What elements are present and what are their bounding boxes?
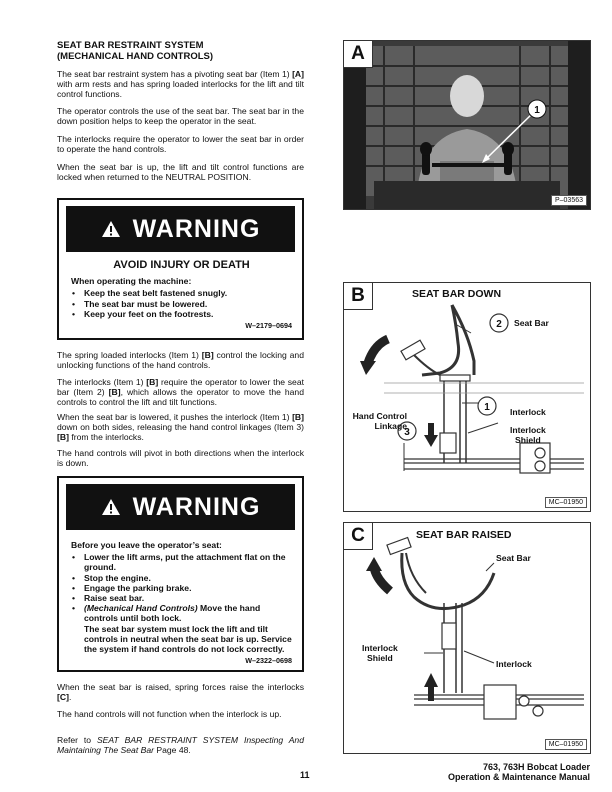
warning-lead: Before you leave the operator’s seat: [71,540,222,550]
manual-title [448,762,590,782]
text: (Mechanical Hand Controls) [84,603,198,614]
warning-triangle-icon [101,220,121,238]
text: Hand Control [352,411,407,421]
warning-triangle-icon [101,498,121,516]
hand-control-linkage-label [345,411,407,431]
paragraph-7 [57,412,304,443]
section-heading [57,40,307,62]
text: Refer to [57,735,97,745]
paragraph-6 [57,377,304,408]
figure-code: MC–01950 [545,497,587,508]
warning-code: W–2179–0694 [245,321,292,331]
figure-c [343,522,591,754]
seat-bar-raised-diagram [344,523,590,753]
list-item: • Lower the lift arms, put the attachment flat on the ground. [71,552,292,572]
heading-line-2: (MECHANICAL HAND CONTROLS) [57,51,214,62]
text: Page 48. [153,745,191,756]
callout-3: 3 [404,427,410,438]
seat-bar-down-diagram [344,283,590,511]
warning-banner [66,484,295,530]
text: require the operator to lower the seat bar (Item 2) [57,377,304,398]
text: The spring loaded interlocks (Item 1) [57,350,202,360]
text: The seat bar system must lock the lift and tilt controls in neutral when the seat bar is up. Service the system if hand controls do not lock correctly. [84,623,292,655]
page-number: 11 [300,770,310,780]
figure-ref: [B] [292,412,304,422]
paragraph-4: When the seat bar is up, the lift and tilt control functions are locked when returned to the NEUTRAL POSITION. [57,162,304,183]
figure-ref: [A] [292,69,304,79]
figure-letter: A [344,41,373,68]
list-item: • Keep the seat belt fastened snugly. [71,288,292,298]
figure-code: P–03563 [551,195,587,206]
interlock-shield-label [510,425,546,445]
warning-label: WARNING [132,492,261,521]
callout-1: 1 [484,402,490,413]
text: When the seat bar is lowered, it pushes the interlock (Item 1) [57,412,293,422]
figure-code: MC–01950 [545,739,587,750]
figure-title: SEAT BAR RAISED [416,529,512,541]
text: Shield [515,435,541,445]
text: Interlock [510,425,546,435]
warning-box-1 [57,198,304,340]
list-item: • Engage the parking brake. [71,583,292,593]
interlock-shield-label [362,643,398,663]
warning-list [71,552,292,654]
text: Move the hand controls until both lock. [84,603,261,624]
text: 763, 763H Bobcat Loader [482,762,590,772]
figure-ref: [C] [57,692,69,703]
warning-code: W–2322–0698 [245,656,292,666]
text: The interlocks (Item 1) [57,377,147,387]
figure-letter: C [344,523,373,550]
figure-b [343,282,591,512]
text: with arm rests and has spring loaded interlocks for the lift and tilt control functions. [57,79,304,100]
text: . [68,692,72,703]
figure-title: SEAT BAR DOWN [412,288,502,300]
list-item [71,603,292,654]
warning-banner [66,206,295,252]
warning-headline: AVOID INJURY OR DEATH [113,259,250,271]
text: , which allows the operator to move the hand controls to control the lift and tilt functions. [57,387,304,408]
text: control the locking and unlocking functions of the hand controls. [57,350,304,371]
figure-ref: [B] [146,377,159,387]
list-item: • Keep your feet on the footrests. [71,309,292,319]
callout-1: 1 [534,105,540,116]
warning-list [71,288,292,319]
figure-ref: [B] [201,350,214,360]
interlock-label: Interlock [496,659,532,669]
callout-2: 2 [496,319,502,330]
paragraph-10: The hand controls will not function when the interlock is up. [57,709,282,719]
figure-letter: B [344,283,373,310]
paragraph-11 [57,735,304,755]
paragraph-5 [57,350,304,370]
seat-bar-label: Seat Bar [514,318,549,328]
warning-box-2 [57,476,304,672]
interlock-label: Interlock [510,407,546,417]
text: SEAT BAR RESTRAINT SYSTEM Inspecting And Maintaining The Seat Bar [57,735,304,756]
text: The seat bar restraint system has a pivoting seat bar (Item 1) [57,69,293,79]
operator-photo [344,41,590,209]
text: Shield [367,653,393,663]
figure-ref: [B] [108,387,121,398]
paragraph-8: The hand controls will pivot in both directions when the interlock is down. [57,448,304,469]
list-item: • Stop the engine. [71,573,292,583]
warning-label: WARNING [132,214,261,243]
list-item: • The seat bar must be lowered. [71,299,292,309]
text: down on both sides, releasing the hand control linkages (Item 3) [57,422,304,433]
paragraph-1 [57,69,304,100]
text: Linkage [374,421,407,431]
text: Interlock [362,643,398,653]
text: Operation & Maintenance Manual [447,772,590,782]
text: When the seat bar is raised, spring forces raise the interlocks [57,682,304,692]
figure-ref: [B] [57,432,69,443]
seat-bar-label: Seat Bar [496,553,531,563]
paragraph-3: The interlocks require the operator to lower the seat bar in order to operate the hand controls. [57,134,304,155]
warning-lead: When operating the machine: [71,276,192,287]
figure-a [343,40,591,210]
paragraph-9 [57,682,304,702]
heading-line-1: SEAT BAR RESTRAINT SYSTEM [57,40,204,51]
text: from the interlocks. [68,432,144,443]
paragraph-2: The operator controls the use of the seat bar. The seat bar in the down position helps to keep the operator in the seat. [57,106,304,127]
list-item: • Raise seat bar. [71,593,292,603]
